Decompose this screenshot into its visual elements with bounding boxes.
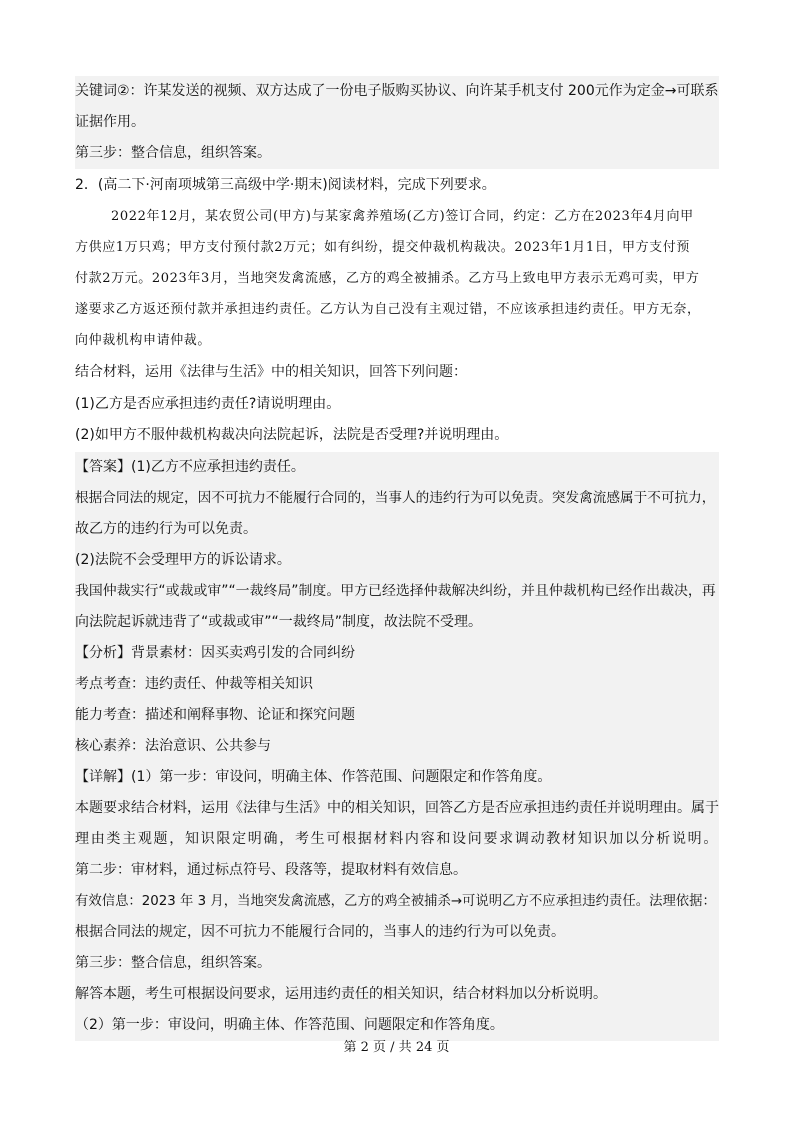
answer-text-1: 根据合同法的规定，因不可抗力不能履行合同的，当事人的违约行为可以免责。突发禽流感属于不可抗力， xyxy=(75,483,719,514)
material-line-4: 遂要求乙方返还预付款并承担违约责任。乙方认为自己没有主观过错，不应该承担违约责任。甲方无奈， xyxy=(75,302,701,317)
analysis-heading: 【分析】背景素材：因买卖鸡引发的合同纠纷 xyxy=(75,638,719,669)
material-line-3: 付款2万元。2023年3月，当地突发禽流感，乙方的鸡全被捕杀。乙方马上致电甲方表示无鸡可卖，甲方 xyxy=(75,271,700,286)
material-line-1: 2022年12月，某农贸公司(甲方)与某家禽养殖场(乙方)签订合同，约定：乙方在2023年4月向甲 xyxy=(111,209,694,224)
material-line-2: 方供应1万只鸡；甲方支付预付款2万元；如有纠纷，提交仲裁机构裁决。2023年1月1日，甲方支付预 xyxy=(75,240,690,255)
detail-heading: 【详解】(1）第一步：审设问，明确主体、作答范围、问题限定和作答角度。 xyxy=(75,762,719,793)
step-three-line: 第三步：整合信息，组织答案。 xyxy=(75,138,719,169)
keyword-2-line-cont: 证据作用。 xyxy=(75,107,719,138)
detail-part-2-step-1: （2）第一步：审设问，明确主体、作答范围、问题限定和作答角度。 xyxy=(75,1010,719,1041)
material-line-5: 向仲裁机构申请仲裁。 xyxy=(75,333,212,348)
question-2-header: 2．(高二下·河南项城第三高级中学·期末)阅读材料，完成下列要求。 xyxy=(75,177,496,193)
analysis-ability: 能力考查：描述和阐释事物、论证和探究问题 xyxy=(75,700,719,731)
keyword-2-line: 关键词②：许某发送的视频、双方达成了一份电子版购买协议、向许某手机支付 200元作为定金→可联系 xyxy=(75,76,719,107)
detail-text-2: 理由类主观题，知识限定明确，考生可根据材料内容和设问要求调动教材知识加以分析说明。 xyxy=(75,824,719,855)
detail-text-1: 本题要求结合材料，运用《法律与生活》中的相关知识，回答乙方是否应承担违约责任并说明理由。属于 xyxy=(75,793,719,824)
analysis-exam-points: 考点考查：违约责任、仲裁等相关知识 xyxy=(75,669,719,700)
detail-step-2: 第二步：审材料，通过标点符号、段落等，提取材料有效信息。 xyxy=(75,855,719,886)
sub-question-1: (1)乙方是否应承担违约责任?请说明理由。 xyxy=(75,396,341,412)
question-instruction: 结合材料，运用《法律与生活》中的相关知识，回答下列问题： xyxy=(75,364,467,380)
answer-part-2: (2)法院不会受理甲方的诉讼请求。 xyxy=(75,545,719,576)
answer-heading: 【答案】(1)乙方不应承担违约责任。 xyxy=(75,452,719,483)
detail-effective-info: 有效信息：2023 年 3 月，当地突发禽流感，乙方的鸡全被捕杀→可说明乙方不应承担违约责任。法理依据： xyxy=(75,886,719,917)
answer-text-2: 故乙方的违约行为可以免责。 xyxy=(75,514,719,545)
detail-solution: 解答本题，考生可根据设问要求，运用违约责任的相关知识，结合材料加以分析说明。 xyxy=(75,979,719,1010)
page-footer: 第 2 页 / 共 24 页 xyxy=(343,1040,450,1055)
detail-legal-basis: 根据合同法的规定，因不可抗力不能履行合同的，当事人的违约行为可以免责。 xyxy=(75,917,719,948)
detail-step-3: 第三步：整合信息，组织答案。 xyxy=(75,948,719,979)
analysis-literacy: 核心素养：法治意识、公共参与 xyxy=(75,731,719,762)
answer-text-4: 向法院起诉就违背了“或裁或审”“一裁终局”制度，故法院不受理。 xyxy=(75,607,719,638)
answer-text-3: 我国仲裁实行“或裁或审”“一裁终局”制度。甲方已经选择仲裁解决纠纷，并且仲裁机构已经作出裁决，再 xyxy=(75,576,719,607)
sub-question-2: (2)如甲方不服仲裁机构裁决向法院起诉，法院是否受理?并说明理由。 xyxy=(75,427,509,443)
